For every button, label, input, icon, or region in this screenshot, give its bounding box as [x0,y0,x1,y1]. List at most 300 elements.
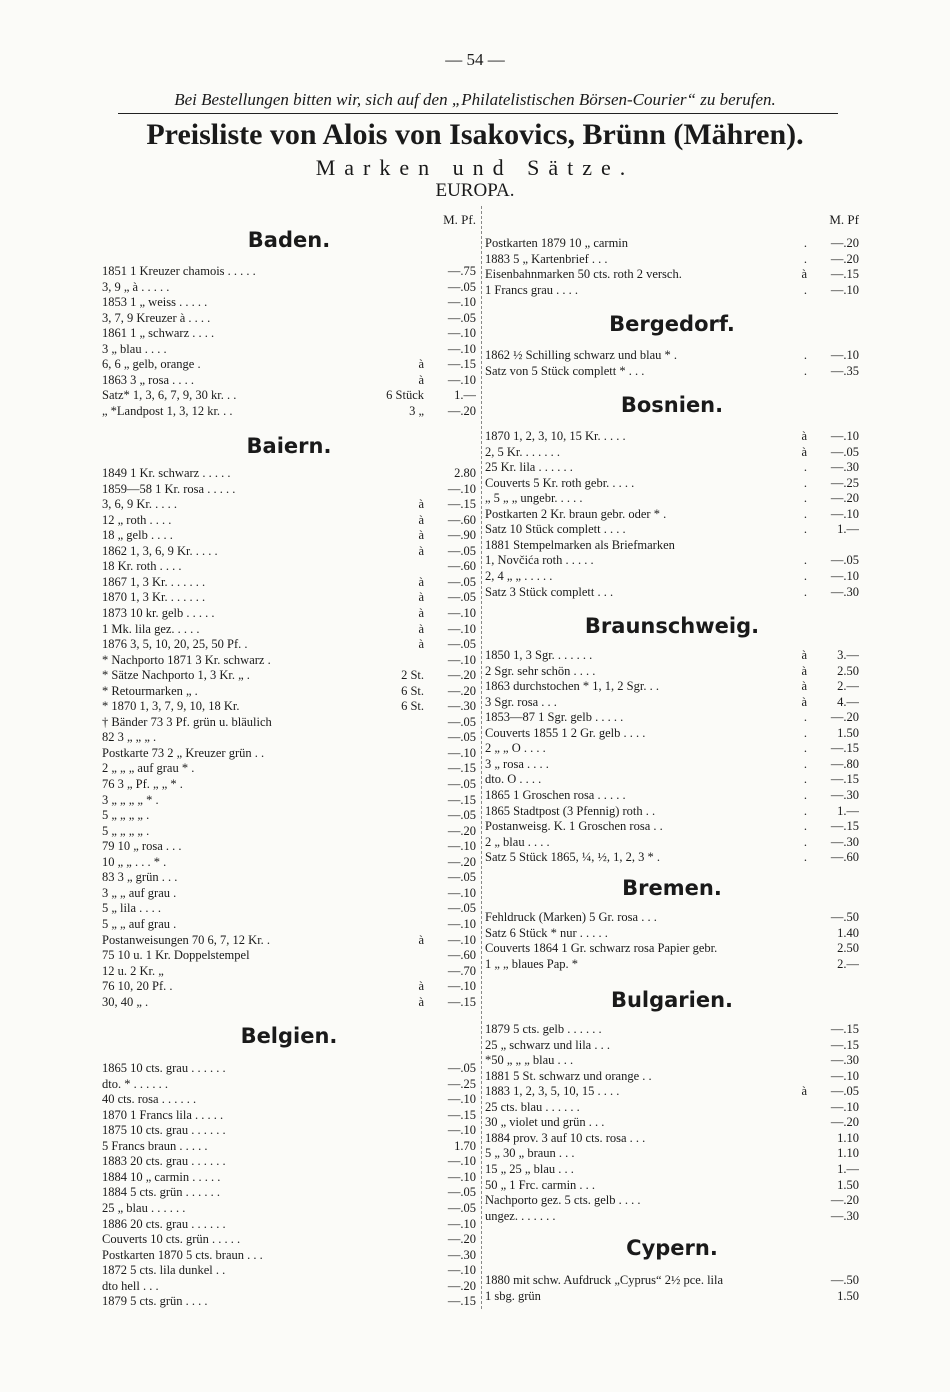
quantity-note: à [418,932,424,947]
item-price: —.25 [830,475,859,490]
price-row [485,710,859,726]
item-description: Couverts 1855 1 2 Gr. gelb . . . . [485,725,646,740]
section-title: Bosnien. [620,393,724,417]
item-description: 25 Kr. lila . . . . . . [485,460,573,475]
quantity-note: à [418,543,424,558]
item-description: 25 cts. blau . . . . . . [485,1099,580,1114]
price-row [485,772,859,788]
price-row [102,1201,476,1217]
item-price: —.60 [447,512,476,527]
price-row [102,295,476,311]
item-description: Postkarte 73 2 „ Kreuzer grün . . [102,745,265,760]
item-price: 2.50 [837,663,859,678]
quantity-note: . [803,491,807,506]
item-description: 1883 1, 2, 3, 5, 10, 15 . . . . [485,1084,620,1099]
item-price: 4.— [837,694,859,709]
item-description: 12 „ roth . . . . [102,512,172,527]
price-row [102,839,476,855]
item-price: 2.— [837,679,859,694]
price-row [485,522,859,538]
item-description: 1867 1, 3 Kr. . . . . . . [102,574,206,589]
price-row [485,364,859,380]
price-row [485,835,859,851]
price-row [102,497,476,513]
quantity-note: à [418,605,424,620]
quantity-note: . [803,348,807,362]
price-row [102,357,476,373]
item-price: —.30 [830,787,859,802]
price-row [102,466,476,482]
quantity-note: 6 St. [401,699,424,714]
item-description: Couverts 10 cts. grün . . . . . [102,1232,241,1247]
item-description: 1884 prov. 3 auf 10 cts. rosa . . . [485,1130,646,1145]
price-row [485,507,859,523]
quantity-note: à [418,590,424,605]
price-row [485,664,859,680]
quantity-note: à [418,979,424,994]
item-price: —.10 [447,1263,476,1278]
item-description: 79 10 „ rosa . . . [102,839,182,854]
item-price: —.05 [447,870,476,885]
price-row [102,575,476,591]
price-row [102,1092,476,1108]
item-price: —.10 [447,839,476,854]
item-description: 83 3 „ grün . . . [102,870,178,885]
item-price: —.10 [447,372,476,387]
item-description: 1884 10 „ carmin . . . . . [102,1169,221,1184]
price-row [485,804,859,820]
item-price: —.10 [830,1099,859,1114]
quantity-note: à [801,648,807,662]
price-row [102,404,476,420]
price-row [485,1038,859,1054]
item-price: 1.— [837,522,859,537]
price-row [102,264,476,280]
item-description: 5 „ „ auf grau . [102,916,177,931]
item-price: —.30 [830,460,859,475]
price-row [485,648,859,664]
item-price: —.10 [447,1169,476,1184]
item-price: —.15 [447,761,476,776]
price-row [102,870,476,886]
item-price: 1.— [837,803,859,818]
item-price: —.15 [830,267,859,282]
section-title: Baden. [247,228,331,252]
item-description: 1863 3 „ rosa . . . . [102,372,194,387]
price-row [102,699,476,715]
item-price: —.05 [447,574,476,589]
price-row [485,553,859,569]
item-description: ungez. . . . . . . [485,1208,556,1223]
quantity-note: 6 St. [401,683,424,698]
item-price: —.50 [830,910,859,924]
price-row [485,1193,859,1209]
price-row [485,788,859,804]
item-price: —.10 [830,568,859,583]
item-description: 3, 9 „ à . . . . . [102,279,170,294]
item-description: 76 3 „ Pf. „ „ * . [102,777,183,791]
price-row [485,476,859,492]
item-price: —.05 [447,1061,476,1075]
item-description: 1873 10 kr. gelb . . . . . [102,605,215,620]
item-price: 2.80 [454,466,476,480]
item-price: —.05 [447,777,476,791]
item-description: *50 „ „ „ blau . . . [485,1053,574,1068]
price-row [102,730,476,746]
item-description: † Bänder 73 3 Pf. grün u. bläulich [102,714,272,729]
item-description: dto hell . . . [102,1278,159,1293]
item-price: —.05 [830,553,859,568]
header-rule [118,113,838,114]
price-row [102,901,476,917]
item-price: —.20 [830,236,859,250]
item-price: —.20 [830,1193,859,1208]
item-description: 1 Francs grau . . . . [485,282,579,297]
item-description: 1865 1 Groschen rosa . . . . . [485,787,626,802]
page-title: Preisliste von Alois von Isakovics, Brünn (Mähren). [146,118,804,151]
item-description: 40 cts. rosa . . . . . . [102,1092,197,1107]
quantity-note: . [803,584,807,599]
item-price: —.05 [447,279,476,294]
price-row [102,855,476,871]
quantity-note: à [418,994,424,1009]
item-description: 5 Francs braun . . . . . [102,1138,208,1153]
item-price: —.10 [830,348,859,362]
page-subtitle: Marken und Sätze. [315,155,635,180]
item-description: 2 Sgr. sehr schön . . . . [485,663,596,678]
item-price: —.10 [447,885,476,900]
item-price: —.05 [447,1185,476,1200]
item-description: 5 „ „ „ „ . [102,823,150,838]
item-description: 1865 Stadtpost (3 Pfennig) roth . . [485,803,656,818]
item-price: —.10 [447,1092,476,1107]
price-row [485,1209,859,1225]
price-row [485,585,859,601]
item-description: Satz von 5 Stück complett * . . . [485,363,645,378]
price-row [102,1263,476,1279]
price-row [102,280,476,296]
item-description: 1850 1, 3 Sgr. . . . . . . [485,648,593,662]
item-description: 1863 durchstochen * 1, 1, 2 Sgr. . . [485,679,659,694]
quantity-note: 2 St. [401,668,424,683]
item-price: —.15 [830,1022,859,1036]
item-description: 2 „ „ O . . . . [485,741,546,756]
item-description: Postanweisg. K. 1 Groschen rosa . . [485,819,663,834]
item-description: Satz 3 Stück complett . . . [485,584,614,599]
quantity-note: à [801,663,807,678]
item-description: 1883 20 cts. grau . . . . . . [102,1154,226,1169]
item-price: —.10 [830,282,859,297]
item-description: 3 „ „ auf grau . [102,885,177,900]
item-price: —.10 [447,605,476,620]
item-price: —.90 [447,528,476,543]
item-description: 2, 5 Kr. . . . . . . [485,444,560,459]
item-description: 1 „ „ blaues Pap. * [485,956,579,971]
item-price: —.20 [830,251,859,266]
price-row [102,1123,476,1139]
price-row [102,886,476,902]
section-title: Baiern. [246,434,332,458]
price-row [485,679,859,695]
item-price: —.05 [447,808,476,823]
quantity-note: . [803,834,807,849]
item-price: 1.50 [837,1288,859,1303]
item-price: —.70 [447,963,476,978]
item-price: —.05 [830,444,859,459]
item-price: —.15 [830,819,859,834]
item-price: 1.10 [837,1146,859,1161]
quantity-note: . [803,522,807,537]
item-price: —.20 [447,1278,476,1293]
item-price: —.30 [830,834,859,849]
quantity-note: . [803,236,807,250]
item-price: —.20 [830,710,859,725]
price-row [485,1084,859,1100]
price-row [485,741,859,757]
price-row [485,726,859,742]
item-description: 1862 ½ Schilling schwarz und blau * . [485,348,677,362]
quantity-note: . [803,756,807,771]
order-notice: Bei Bestellungen bitten wir, sich auf den „Philatelistischen Börsen-Courier“ zu berufen. [174,90,776,109]
item-description: 1859—58 1 Kr. rosa . . . . . [102,481,236,496]
price-row [102,528,476,544]
price-row [102,622,476,638]
item-price: —.50 [830,1273,859,1287]
quantity-note: . [803,363,807,378]
item-price: —.30 [447,699,476,714]
quantity-note: 3 „ [409,403,424,418]
item-price: —.10 [447,1154,476,1169]
price-row [485,569,859,585]
quantity-note: à [801,429,807,443]
price-row [485,283,859,299]
item-description: Satz 6 Stück * nur . . . . . [485,925,608,940]
price-row [102,373,476,389]
item-price: —.15 [830,741,859,756]
price-row [485,819,859,835]
item-price: —.05 [447,901,476,916]
price-row [485,1115,859,1131]
item-description: Postanweisungen 70 6, 7, 12 Kr. . [102,932,271,947]
price-row [102,606,476,622]
price-row [102,1248,476,1264]
item-description: Postkarten 1870 5 cts. braun . . . [102,1247,263,1262]
item-price: —.10 [447,481,476,496]
item-price: —.10 [447,916,476,931]
price-row [102,808,476,824]
item-description: dto. O . . . . [485,772,542,787]
price-row [485,1100,859,1116]
item-price: —.15 [447,1107,476,1122]
item-description: 18 Kr. roth . . . . [102,559,182,574]
price-row [485,1273,859,1289]
price-row [102,824,476,840]
price-row [485,757,859,773]
page-number: — 54 — [445,50,505,69]
item-description: 18 „ gelb . . . . [102,528,173,543]
price-row [485,941,859,957]
item-price: —.30 [830,1053,859,1068]
item-price: —.25 [447,1076,476,1091]
price-row [485,252,859,268]
item-description: * Sätze Nachporto 1, 3 Kr. „ . [102,668,250,683]
price-row [102,1294,476,1310]
item-description: 1886 20 cts. grau . . . . . . [102,1216,226,1231]
item-description: 1861 1 „ schwarz . . . . [102,326,215,341]
item-description: 1, Novčića roth . . . . . [485,553,594,568]
price-row [102,1077,476,1093]
item-description: 25 „ blau . . . . . . [102,1200,186,1215]
item-price: —.05 [830,1084,859,1099]
price-row [102,979,476,995]
item-price: —.10 [830,506,859,521]
price-row [485,695,859,711]
item-price: —.20 [447,403,476,418]
item-description: 1853 1 „ weiss . . . . . [102,295,208,310]
item-price: —.20 [447,823,476,838]
item-price: —.10 [447,745,476,760]
item-price: —.10 [447,621,476,636]
price-row [102,684,476,700]
item-price: —.30 [447,1247,476,1262]
item-description: 1 sbg. grün [485,1288,541,1303]
item-price: —.20 [447,1232,476,1247]
price-row [485,445,859,461]
section-title: Bergedorf. [609,312,735,336]
item-description: 3 „ rosa . . . . [485,756,549,771]
item-description: 3 „ „ „ „ * . [102,792,159,807]
price-row [102,1139,476,1155]
item-price: —.10 [447,652,476,667]
price-row [102,761,476,777]
price-row [102,933,476,949]
item-description: 50 „ 1 Frc. carmin . . . [485,1177,596,1192]
item-description: 1862 1, 3, 6, 9 Kr. . . . . [102,543,218,558]
item-price: —.15 [830,772,859,787]
quantity-note: . [803,251,807,266]
price-row [102,653,476,669]
price-row [485,1069,859,1085]
item-description: 2 „ „ „ auf grau * . [102,761,195,776]
item-description: 2 „ blau . . . . [485,834,550,849]
item-description: 75 10 u. 1 Kr. Doppelstempel [102,948,250,963]
item-price: 1.10 [837,1130,859,1145]
item-price: —.10 [447,326,476,341]
price-row [102,715,476,731]
price-row [102,342,476,358]
price-row [485,348,859,364]
item-price: —.60 [830,850,859,865]
section-title: Belgien. [240,1024,338,1048]
section-title: Bulgarien. [610,988,734,1012]
price-column-header: M. Pf. [443,212,476,227]
item-price: —.30 [830,1208,859,1223]
item-description: 1851 1 Kreuzer chamois . . . . . [102,264,256,278]
item-description: 3 „ blau . . . . [102,341,167,356]
item-description: 1865 10 cts. grau . . . . . . [102,1061,226,1075]
quantity-note: . [803,568,807,583]
item-description: „ *Landpost 1, 3, 12 kr. . . [102,403,233,418]
item-description: dto. * . . . . . . [102,1076,168,1091]
price-row [485,1178,859,1194]
price-row [102,1279,476,1295]
item-description: * Nachporto 1871 3 Kr. schwarz . [102,652,271,667]
item-description: * Retourmarken „ . [102,683,198,698]
item-description: Couverts 5 Kr. roth gebr. . . . . [485,475,635,490]
item-price: —.30 [830,584,859,599]
quantity-note: . [803,475,807,490]
price-row [485,1022,859,1038]
price-row [485,850,859,866]
price-row [102,1108,476,1124]
quantity-note: . [803,803,807,818]
item-description: 1870 1 Francs lila . . . . . [102,1107,224,1122]
item-price: —.05 [447,1200,476,1215]
price-row [102,948,476,964]
item-price: —.05 [447,730,476,745]
quantity-note: à [418,357,424,372]
quantity-note: . [803,741,807,756]
item-description: 1879 5 cts. grün . . . . [102,1294,208,1309]
item-description: 1876 3, 5, 10, 20, 25, 50 Pf. . [102,637,248,652]
item-price: —.35 [830,363,859,378]
item-description: 1849 1 Kr. schwarz . . . . . [102,466,231,480]
price-row [102,326,476,342]
price-row [102,1217,476,1233]
item-description: 1870 1, 2, 3, 10, 15 Kr. . . . . [485,429,626,443]
item-description: 1881 Stempelmarken als Briefmarken [485,537,675,552]
price-row [485,1146,859,1162]
price-row [485,491,859,507]
quantity-note: à [418,497,424,512]
item-price: 1.— [837,1161,859,1176]
price-row [102,964,476,980]
item-description: 1870 1, 3 Kr. . . . . . . [102,590,206,605]
price-column-header: M. Pf [829,212,859,227]
price-row [102,1170,476,1186]
quantity-note: à [801,1084,807,1099]
quantity-note: à [418,528,424,543]
item-price: —.20 [447,854,476,869]
quantity-note: . [803,553,807,568]
price-row [102,668,476,684]
item-description: * 1870 1, 3, 7, 9, 10, 18 Kr. [102,699,240,714]
item-description: Postkarten 2 Kr. braun gebr. oder * . [485,506,667,521]
item-price: —.20 [447,683,476,698]
item-price: —.05 [447,543,476,558]
item-description: Eisenbahnmarken 50 cts. roth 2 versch. [485,267,682,282]
price-row [485,910,859,926]
section-title: Bremen. [622,876,722,900]
item-description: 1853—87 1 Sgr. gelb . . . . . [485,710,624,725]
quantity-note: à [801,444,807,459]
item-description: 1879 5 cts. gelb . . . . . . [485,1022,602,1036]
quantity-note: . [803,506,807,521]
price-row [485,1053,859,1069]
item-description: 30, 40 „ . [102,994,149,1009]
price-row [485,1289,859,1305]
item-description: 15 „ 25 „ blau . . . [485,1161,574,1176]
quantity-note: . [803,710,807,725]
quantity-note: . [803,460,807,475]
item-price: 1.50 [837,725,859,740]
quantity-note: . [803,772,807,787]
item-price: —.15 [447,497,476,512]
item-description: 82 3 „ „ „ . [102,730,157,745]
price-row [102,1154,476,1170]
price-row [102,544,476,560]
item-description: 3, 7, 9 Kreuzer à . . . . [102,310,211,325]
